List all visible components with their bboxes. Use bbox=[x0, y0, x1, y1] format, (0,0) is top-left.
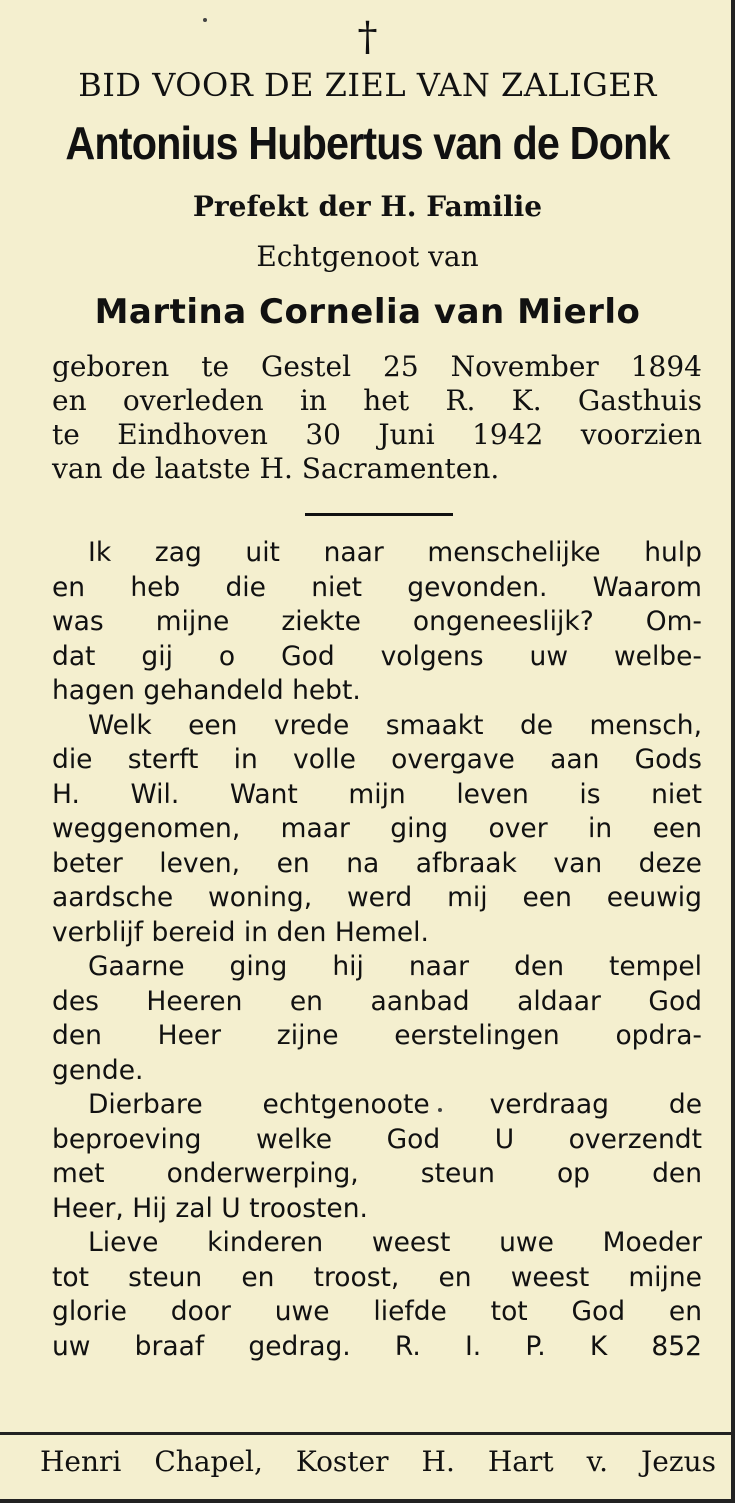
text-line: die sterft in volle overgave aan Gods bbox=[52, 744, 702, 775]
deceased-name: Antonius Hubertus van de Donk bbox=[65, 117, 670, 169]
bio-line: geboren te Gestel 25 November 1894 bbox=[52, 350, 702, 383]
text-line: met onderwerping, steun op den bbox=[52, 1158, 702, 1189]
text-line: Dierbare echtgenoote verdraag de bbox=[88, 1089, 702, 1120]
text-line: uw braaf gedrag. R. I. P. K 852 bbox=[52, 1330, 702, 1362]
text-line: en heb die niet gevonden. Waarom bbox=[52, 571, 702, 603]
text-line: beter leven, en na afbraak van deze bbox=[52, 847, 702, 879]
bio-line: te Eindhoven 30 Juni 1942 voorzien bbox=[52, 418, 702, 451]
printer-credit: Henri Chapel, Koster H. Hart v. Jezus bbox=[40, 1445, 716, 1478]
text-line: Welk een vrede smaakt de mensch, bbox=[88, 709, 702, 741]
text-line: Ik zag uit naar menschelijke hulp bbox=[88, 537, 702, 568]
text-line: weggenomen, maar ging over in een bbox=[52, 813, 702, 844]
text-line: Heer, Hij zal U troosten. bbox=[52, 1192, 368, 1224]
text-line: aardsche woning, werd mij een eeuwig bbox=[52, 882, 702, 913]
spouse-intro: Echtgenoot van bbox=[256, 240, 479, 273]
memorial-text bbox=[52, 536, 702, 1364]
text-line: was mijne ziekte ongeneeslijk? Om- bbox=[52, 606, 702, 637]
cross-symbol: † bbox=[357, 14, 378, 60]
text-line: tot steun en troost, en weest mijne bbox=[52, 1261, 702, 1293]
divider bbox=[305, 513, 453, 516]
spouse-name: Martina Cornelia van Mierlo bbox=[94, 292, 641, 332]
text-line: glorie door uwe liefde tot God en bbox=[52, 1296, 702, 1327]
text-line: des Heeren en aanbad aldaar God bbox=[52, 985, 702, 1017]
biography bbox=[52, 350, 702, 486]
prayer-intro: BID VOOR DE ZIEL VAN ZALIGER bbox=[78, 66, 657, 104]
text-line: dat gij o God volgens uw welbe- bbox=[52, 640, 702, 672]
text-line: den Heer zijne eerstelingen opdra- bbox=[52, 1020, 702, 1051]
text-line: Gaarne ging hij naar den tempel bbox=[88, 951, 702, 982]
footer-rule bbox=[0, 1432, 731, 1435]
bio-line: van de laatste H. Sacramenten. bbox=[52, 452, 500, 485]
text-line: gende. bbox=[52, 1054, 144, 1086]
text-line: Lieve kinderen weest uwe Moeder bbox=[88, 1227, 702, 1258]
text-line: hagen gehandeld hebt. bbox=[52, 675, 361, 706]
deceased-title: Prefekt der H. Familie bbox=[192, 190, 543, 223]
text-line: beproeving welke God U overzendt bbox=[52, 1123, 702, 1155]
bio-line: en overleden in het R. K. Gasthuis bbox=[52, 384, 702, 417]
text-line: H. Wil. Want mijn leven is niet bbox=[52, 778, 702, 810]
text-line: verblijf bereid in den Hemel. bbox=[52, 916, 429, 948]
